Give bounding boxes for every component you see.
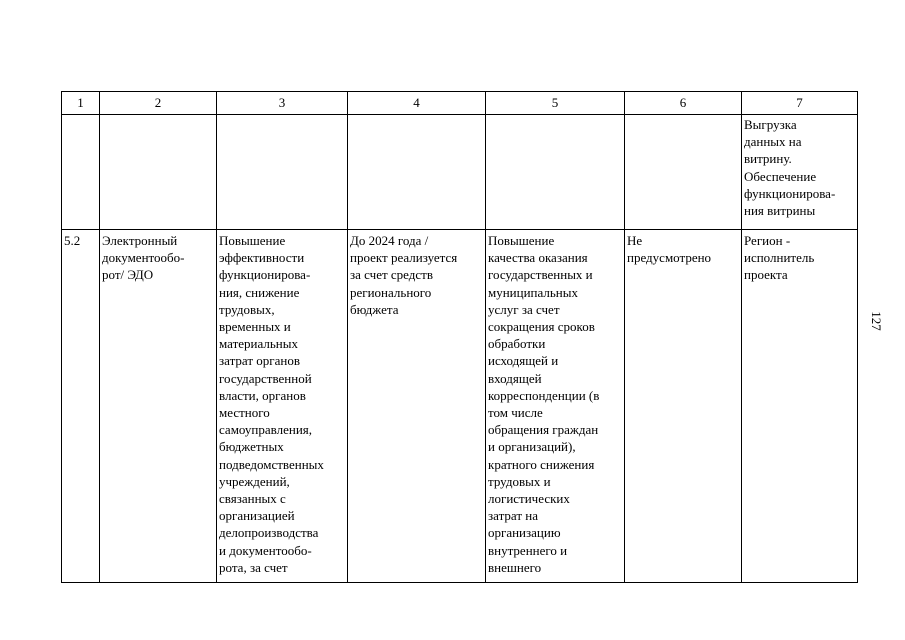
cell-text-line: связанных с bbox=[219, 491, 286, 507]
cell-text-line: кратного снижения bbox=[488, 456, 595, 472]
cell-text-line: входящей bbox=[488, 370, 542, 386]
cell-text-line: временных и bbox=[219, 319, 291, 335]
cell-text-line: документообо- bbox=[102, 250, 185, 266]
cell-text-line: Не bbox=[627, 233, 643, 248]
cell-text-line: местного bbox=[219, 405, 270, 421]
cell-text-line: обращения граждан bbox=[488, 422, 599, 438]
cell-text-line: бюджета bbox=[350, 301, 399, 317]
cell-text-line: муниципальных bbox=[488, 284, 579, 300]
cell-text-line: самоуправления, bbox=[219, 422, 313, 438]
table-row bbox=[62, 115, 858, 230]
cell-text-line: данных на bbox=[744, 134, 802, 150]
cell-text-line: эффективности bbox=[219, 250, 305, 266]
executor-cell bbox=[742, 230, 858, 583]
cell-text-line: Электронный bbox=[102, 233, 178, 248]
effect-cell bbox=[486, 230, 625, 583]
timeline-cell bbox=[348, 230, 486, 583]
project-name-cell bbox=[100, 230, 217, 583]
cell-text-line: организацию bbox=[488, 525, 561, 541]
header-row bbox=[62, 92, 858, 115]
cell-text-line: проекта bbox=[744, 267, 788, 283]
cell-text-line: логистических bbox=[488, 491, 570, 507]
document-table bbox=[61, 91, 858, 583]
empty-cell bbox=[348, 115, 486, 230]
empty-cell bbox=[486, 115, 625, 230]
cell-text-line: внешнего bbox=[488, 559, 542, 575]
empty-cell bbox=[217, 115, 348, 230]
cell-text-line: учреждений, bbox=[219, 473, 290, 489]
funding-cell bbox=[625, 230, 742, 583]
header-cell-7: 7 bbox=[742, 92, 858, 115]
cell-text-line: организацией bbox=[219, 508, 295, 524]
cell-text-line: внутреннего и bbox=[488, 542, 568, 558]
cell-text-line: государственной bbox=[219, 370, 312, 386]
vitrine-cell bbox=[742, 115, 858, 230]
cell-text-line: ния, снижение bbox=[219, 284, 300, 300]
table-row bbox=[62, 230, 858, 583]
cell-text-line: трудовых, bbox=[219, 301, 275, 317]
cell-text-line: обработки bbox=[488, 336, 546, 352]
cell-text-line: предусмотрено bbox=[627, 250, 712, 266]
cell-text-line: за счет средств bbox=[350, 267, 433, 283]
cell-text-line: качества оказания bbox=[488, 250, 588, 266]
cell-text-line: функционирова- bbox=[744, 185, 836, 201]
cell-text-line: материальных bbox=[219, 336, 298, 352]
empty-cell bbox=[100, 115, 217, 230]
cell-text-line: трудовых и bbox=[488, 473, 551, 489]
cell-text-line: услуг за счет bbox=[488, 301, 560, 317]
cell-text-line: Регион - bbox=[744, 233, 791, 248]
cell-text-line: Повышение bbox=[488, 233, 555, 248]
cell-text-line: Выгрузка bbox=[744, 117, 797, 132]
cell-text-line: Обеспечение bbox=[744, 168, 817, 184]
cell-text-line: затрат органов bbox=[219, 353, 300, 369]
cell-text-line: витрину. bbox=[744, 151, 792, 167]
cell-text-line: власти, органов bbox=[219, 387, 306, 403]
cell-text-line: бюджетных bbox=[219, 439, 284, 455]
cell-text-line: исходящей и bbox=[488, 353, 559, 369]
cell-text-line: затрат на bbox=[488, 508, 539, 524]
cell-text-line: и организаций), bbox=[488, 439, 576, 455]
row-number-cell: 5.2 bbox=[62, 230, 100, 583]
header-cell-4: 4 bbox=[348, 92, 486, 115]
cell-text-line: исполнитель bbox=[744, 250, 815, 266]
header-cell-1: 1 bbox=[62, 92, 100, 115]
goal-cell bbox=[217, 230, 348, 583]
cell-text-line: рот/ ЭДО bbox=[102, 267, 154, 283]
cell-text-line: рота, за счет bbox=[219, 559, 288, 575]
cell-text-line: Повышение bbox=[219, 233, 286, 248]
cell-text-line: и документообо- bbox=[219, 542, 312, 558]
page-number: 127 bbox=[869, 311, 884, 331]
cell-text-line: том числе bbox=[488, 405, 543, 421]
cell-text-line: регионального bbox=[350, 284, 432, 300]
cell-text-line: До 2024 года / bbox=[350, 233, 429, 248]
cell-text-line: корреспонденции (в bbox=[488, 387, 600, 403]
empty-cell bbox=[625, 115, 742, 230]
header-cell-6: 6 bbox=[625, 92, 742, 115]
cell-text-line: государственных и bbox=[488, 267, 593, 283]
empty-cell bbox=[62, 115, 100, 230]
header-cell-2: 2 bbox=[100, 92, 217, 115]
cell-text-line: функционирова- bbox=[219, 267, 311, 283]
header-cell-5: 5 bbox=[486, 92, 625, 115]
cell-text-line: сокращения сроков bbox=[488, 319, 595, 335]
cell-text-line: ния витрины bbox=[744, 203, 816, 219]
cell-text-line: проект реализуется bbox=[350, 250, 458, 266]
cell-text-line: делопроизводства bbox=[219, 525, 319, 541]
cell-text-line: подведомственных bbox=[219, 456, 324, 472]
header-cell-3: 3 bbox=[217, 92, 348, 115]
